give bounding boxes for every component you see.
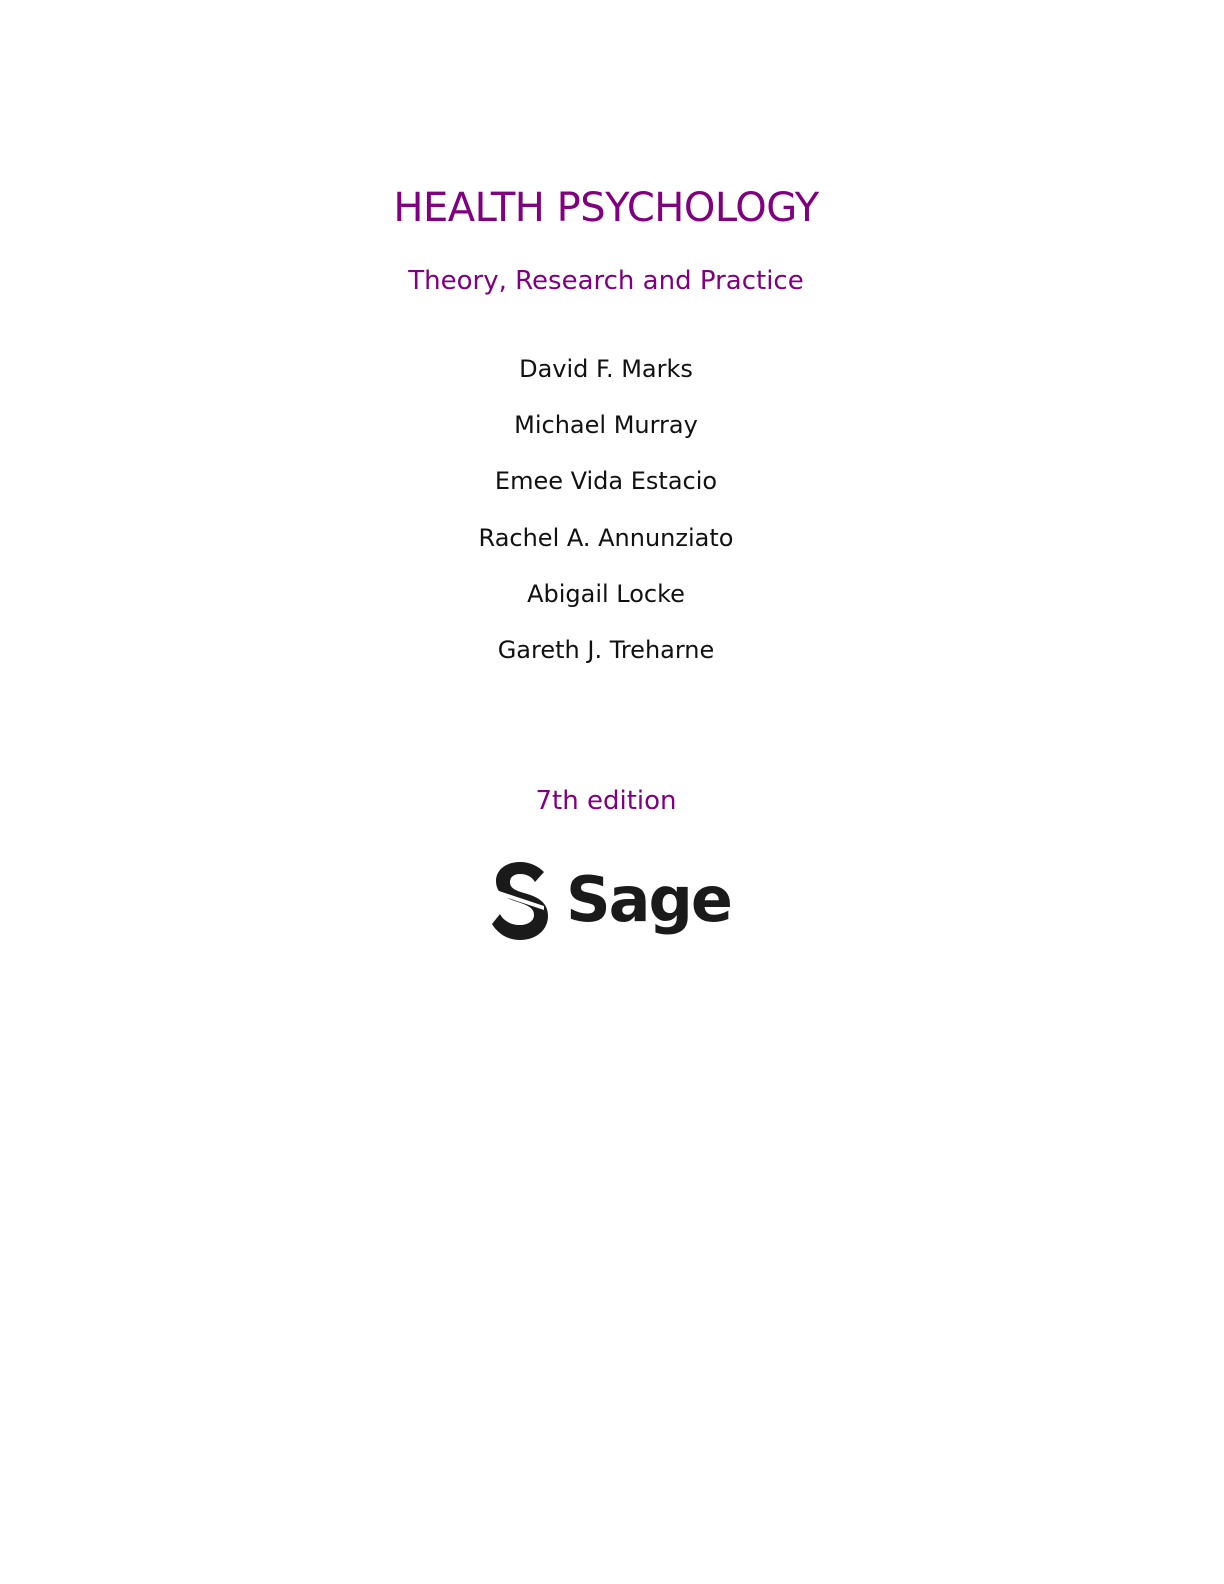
author-name: Emee Vida Estacio [494, 467, 718, 495]
author-name: Abigail Locke [527, 580, 685, 608]
author-name: Rachel A. Annunziato [478, 524, 734, 552]
edition-label: 7th edition [535, 786, 677, 816]
author-name: Gareth J. Treharne [497, 636, 715, 664]
sage-s-logo-icon [490, 860, 550, 942]
book-title: HEALTH PSYCHOLOGY [393, 185, 819, 231]
publisher-logo [490, 860, 731, 944]
book-subtitle: Theory, Research and Practice [408, 266, 804, 296]
author-name: Michael Murray [514, 411, 698, 439]
author-name: David F. Marks [519, 355, 693, 383]
publisher-wordmark: Sage [566, 863, 731, 936]
